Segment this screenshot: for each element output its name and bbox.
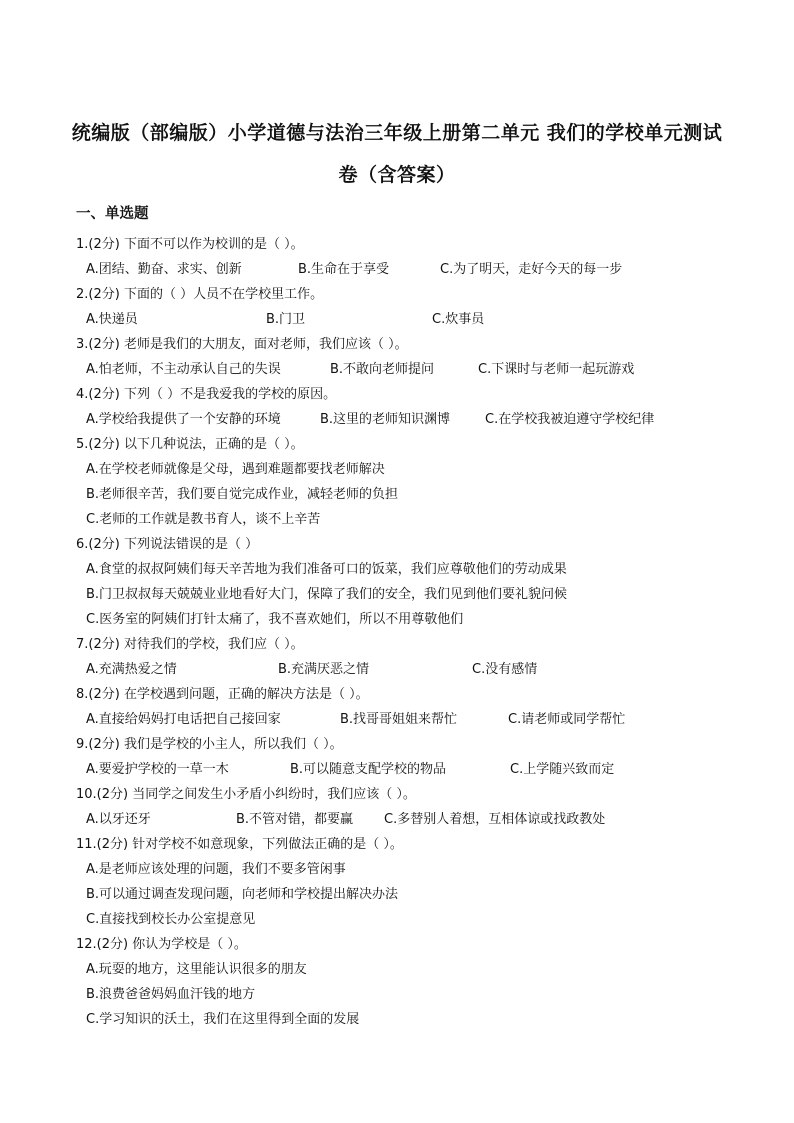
question-4: 4.(2分) 下列（ ）不是我爱我的学校的原因。 bbox=[76, 387, 337, 402]
question-1-option-c: C.为了明天，走好今天的每一步 bbox=[440, 262, 623, 277]
question-7-option-a: A.充满热爱之情 bbox=[86, 662, 177, 677]
question-5: 5.(2分) 以下几种说法，正确的是（ ）。 bbox=[76, 437, 304, 452]
question-5-option-a: A.在学校老师就像是父母，遇到难题都要找老师解决 bbox=[86, 462, 385, 477]
question-10: 10.(2分) 当同学之间发生小矛盾小纠纷时，我们应该（ ）。 bbox=[76, 787, 416, 802]
question-1: 1.(2分) 下面不可以作为校训的是（ ）。 bbox=[76, 237, 304, 252]
question-1-option-a: A.团结、勤奋、求实、创新 bbox=[86, 262, 242, 277]
question-3-option-b: B.不敢向老师提问 bbox=[330, 362, 435, 377]
question-6-option-a: A.食堂的叔叔阿姨们每天辛苦地为我们准备可口的饭菜，我们应尊敬他们的劳动成果 bbox=[86, 562, 567, 577]
question-9: 9.(2分) 我们是学校的小主人，所以我们（ ）。 bbox=[76, 737, 343, 752]
question-9-option-c: C.上学随兴致而定 bbox=[510, 762, 615, 777]
question-7-option-c: C.没有感情 bbox=[472, 662, 538, 677]
question-8-option-c: C.请老师或同学帮忙 bbox=[508, 712, 626, 727]
question-4-option-a: A.学校给我提供了一个安静的环境 bbox=[86, 412, 281, 427]
question-10-option-c: C.多替别人着想，互相体谅或找政教处 bbox=[384, 812, 606, 827]
question-7-option-b: B.充满厌恶之情 bbox=[278, 662, 370, 677]
question-3: 3.(2分) 老师是我们的大朋友，面对老师，我们应该（ ）。 bbox=[76, 337, 408, 352]
question-8-option-a: A.直接给妈妈打电话把自己接回家 bbox=[86, 712, 281, 727]
question-10-option-b: B.不管对错，都要赢 bbox=[236, 812, 354, 827]
question-11-option-b: B.可以通过调查发现问题，向老师和学校提出解决办法 bbox=[86, 887, 399, 902]
question-12-option-b: B.浪费爸爸妈妈血汗钱的地方 bbox=[86, 987, 256, 1002]
question-4-option-b: B.这里的老师知识渊博 bbox=[320, 412, 451, 427]
question-6-option-b: B.门卫叔叔每天兢兢业业地看好大门，保障了我们的安全，我们见到他们要礼貌问候 bbox=[86, 587, 568, 602]
question-2-option-a: A.快递员 bbox=[86, 312, 138, 327]
question-6-option-c: C.医务室的阿姨们打针太痛了，我不喜欢她们，所以不用尊敬他们 bbox=[86, 612, 464, 627]
question-3-option-a: A.怕老师，不主动承认自己的失误 bbox=[86, 362, 281, 377]
question-7: 7.(2分) 对待我们的学校，我们应（ ）。 bbox=[76, 637, 304, 652]
section-heading: 一、单选题 bbox=[76, 206, 149, 222]
question-1-option-b: B.生命在于享受 bbox=[298, 262, 390, 277]
question-2: 2.(2分) 下面的（ ）人员不在学校里工作。 bbox=[76, 287, 324, 302]
question-11-option-a: A.是老师应该处理的问题，我们不要多管闲事 bbox=[86, 862, 346, 877]
question-12: 12.(2分) 你认为学校是（ ）。 bbox=[76, 937, 247, 952]
question-5-option-b: B.老师很辛苦，我们要自觉完成作业，减轻老师的负担 bbox=[86, 487, 399, 502]
question-2-option-b: B.门卫 bbox=[266, 312, 306, 327]
question-6: 6.(2分) 下列说法错误的是（ ） bbox=[76, 537, 259, 552]
question-2-option-c: C.炊事员 bbox=[432, 312, 485, 327]
question-3-option-c: C.下课时与老师一起玩游戏 bbox=[478, 362, 635, 377]
question-12-option-a: A.玩耍的地方，这里能认识很多的朋友 bbox=[86, 962, 307, 977]
question-9-option-b: B.可以随意支配学校的物品 bbox=[290, 762, 447, 777]
question-11: 11.(2分) 针对学校不如意现象，下列做法正确的是（ ）。 bbox=[76, 837, 403, 852]
question-8: 8.(2分) 在学校遇到问题，正确的解决方法是（ ）。 bbox=[76, 687, 369, 702]
question-5-option-c: C.老师的工作就是教书育人，谈不上辛苦 bbox=[86, 512, 321, 527]
question-11-option-c: C.直接找到校长办公室提意见 bbox=[86, 912, 256, 927]
question-8-option-b: B.找哥哥姐姐来帮忙 bbox=[340, 712, 458, 727]
question-10-option-a: A.以牙还牙 bbox=[86, 812, 151, 827]
question-9-option-a: A.要爱护学校的一草一木 bbox=[86, 762, 229, 777]
question-12-option-c: C.学习知识的沃土，我们在这里得到全面的发展 bbox=[86, 1012, 360, 1027]
document-title-line-1: 统编版（部编版）小学道德与法治三年级上册第二单元 我们的学校单元测试 bbox=[71, 122, 723, 144]
question-4-option-c: C.在学校我被迫遵守学校纪律 bbox=[485, 412, 655, 427]
document-title-line-2: 卷（含答案） bbox=[338, 164, 456, 186]
